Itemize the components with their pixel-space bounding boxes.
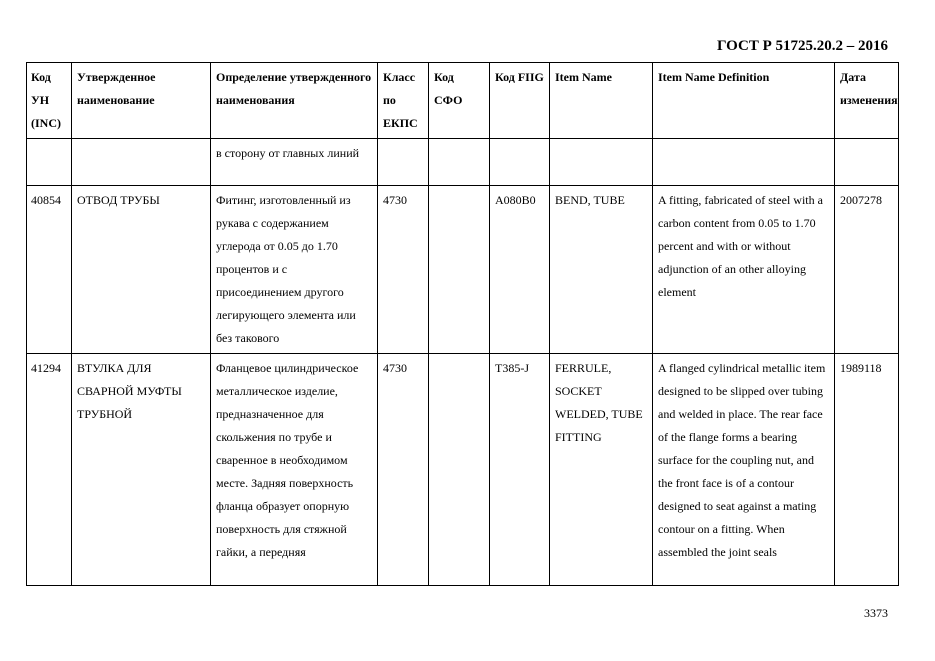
column-header-sfo: Код СФО [429,63,490,139]
cell-item-name: FERRULE, SOCKET WELDED, TUBE FITTING [550,354,653,586]
cell-inc [27,139,72,186]
cell-sfo [429,354,490,586]
table-row [27,186,899,354]
column-header-item-name: Item Name [550,63,653,139]
cell-name: ВТУЛКА ДЛЯ СВАРНОЙ МУФТЫ ТРУБНОЙ [72,354,211,586]
table-row [27,139,899,186]
column-header-item-definition: Item Name Definition [653,63,835,139]
column-header-fiig: Код FIIG [490,63,550,139]
column-header-inc: Код УН (INC) [27,63,72,139]
cell-class: 4730 [378,186,429,354]
page-number: 3373 [864,606,888,620]
cell-fiig: T385-J [490,354,550,586]
cell-date [835,139,899,186]
cell-item-definition: A flanged cylindrical metallic item designed to be slipped over tubing and welded in place. The rear face of the flange forms a bearing surface for the coupling nut, and the front face is of a contour designed to seat against a mating contour on a fitting. When assembled the joint seals [653,354,835,586]
cell-date: 2007278 [835,186,899,354]
cell-definition: Фланцевое цилиндрическое металлическое изделие, предназначенное для скольжения по трубе и сваренное в необходимом месте. Задняя поверхность фланца образует опорную поверхность для стяжной гайки, а передняя [211,354,378,586]
data-table [26,62,899,586]
cell-definition: в сторону от главных линий [211,139,378,186]
cell-item-name: BEND, TUBE [550,186,653,354]
column-header-definition: Определение утвержденного наименования [211,63,378,139]
cell-fiig [490,139,550,186]
cell-name [72,139,211,186]
cell-definition: Фитинг, изготовленный из рукава с содержанием углерода от 0.05 до 1.70 процентов и с присоединением другого легирующего элемента или без такового [211,186,378,354]
document-header: ГОСТ Р 51725.20.2 – 2016 [716,38,888,54]
cell-fiig: A080B0 [490,186,550,354]
cell-inc: 40854 [27,186,72,354]
column-header-date: Дата изменения [835,63,899,139]
cell-class: 4730 [378,354,429,586]
cell-class [378,139,429,186]
column-header-class: Класс по ЕКПС [378,63,429,139]
cell-item-definition [653,139,835,186]
cell-inc: 41294 [27,354,72,586]
cell-item-definition: A fitting, fabricated of steel with a carbon content from 0.05 to 1.70 percent and with or without adjunction of an other alloying element [653,186,835,354]
cell-sfo [429,139,490,186]
cell-name: ОТВОД ТРУБЫ [72,186,211,354]
table-header-row [27,63,899,139]
column-header-name: Утвержденное наименование [72,63,211,139]
cell-date: 1989118 [835,354,899,586]
cell-item-name [550,139,653,186]
table-row [27,354,899,586]
cell-sfo [429,186,490,354]
